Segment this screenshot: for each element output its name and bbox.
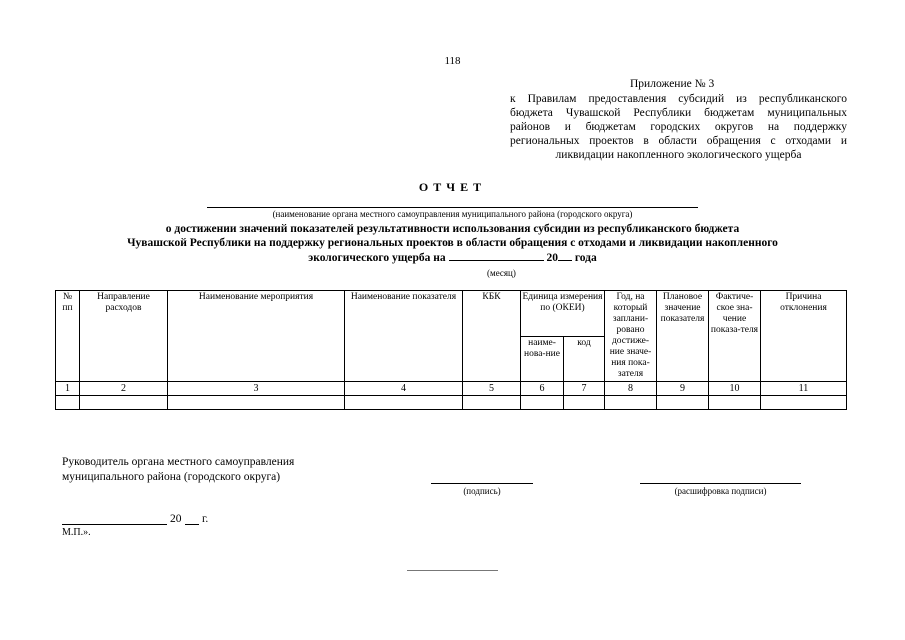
signature-caption: (подпись) [463, 486, 501, 496]
report-subtitle [60, 222, 845, 265]
column-number: 8 [605, 382, 657, 396]
header-target-year: Год, на который заплани-ровано достиже-ние значе-ния пока-зателя [605, 291, 657, 382]
header-expense-direction: Направление расходов [80, 291, 168, 382]
column-number: 4 [345, 382, 463, 396]
column-number-row [56, 382, 847, 396]
date-year-blank [185, 524, 199, 525]
report-table [55, 290, 847, 410]
header-number: № пп [56, 291, 80, 382]
column-number: 3 [168, 382, 345, 396]
year-suffix: года [574, 252, 597, 264]
report-title: ОТЧЕТ [418, 180, 487, 194]
org-name-line [207, 207, 698, 208]
table-cell [761, 396, 847, 410]
column-number: 6 [521, 382, 564, 396]
column-number: 7 [564, 382, 605, 396]
date-line [62, 524, 167, 525]
table-cell [345, 396, 463, 410]
table-cell [463, 396, 521, 410]
header-unit-code: код [564, 336, 605, 382]
table-cell [657, 396, 709, 410]
header-actual-value: Фактиче-ское зна-чение показа-теля [709, 291, 761, 382]
signer-title [62, 455, 294, 485]
footer-divider [407, 570, 498, 571]
header-planned-value: Плановое значение показателя [657, 291, 709, 382]
date-year: 20 [170, 513, 182, 525]
header-event-name: Наименование мероприятия [168, 291, 345, 382]
header-kbk: КБК [463, 291, 521, 382]
table-cell [605, 396, 657, 410]
header-row [56, 291, 847, 337]
column-number: 10 [709, 382, 761, 396]
header-indicator-name: Наименование показателя [345, 291, 463, 382]
header-unit-name: наиме-нова-ние [521, 336, 564, 382]
org-name-caption: (наименование органа местного самоуправления муниципального района (городского округа) [272, 209, 633, 219]
column-number: 2 [80, 382, 168, 396]
signature-decode-caption: (расшифровка подписи) [674, 486, 767, 496]
year-prefix: 20 [546, 252, 558, 264]
subtitle-line-1: о достижении значений показателей результативности использования субсидии из республиканского бюджета [165, 223, 740, 235]
table-cell [709, 396, 761, 410]
header-deviation-reason: Причина отклонения [761, 291, 847, 382]
signer-line-1: Руководитель органа местного самоуправления [62, 456, 295, 468]
column-number: 5 [463, 382, 521, 396]
table-row [56, 396, 847, 410]
signature-decode-line [640, 483, 801, 484]
table-cell [80, 396, 168, 410]
appendix-title: Приложение № 3 [630, 78, 715, 90]
header-unit: Единица измерения по (ОКЕИ) [521, 291, 605, 337]
subtitle-line-3 [60, 250, 845, 265]
table-cell [521, 396, 564, 410]
column-number: 11 [761, 382, 847, 396]
table-cell [56, 396, 80, 410]
date-suffix: г. [202, 513, 209, 525]
column-number: 1 [56, 382, 80, 396]
month-caption: (месяц) [487, 268, 516, 278]
subtitle-line-3-text: экологического ущерба на [308, 252, 446, 264]
page-number: 118 [444, 55, 461, 67]
appendix-text: к Правилам предоставления субсидий из республиканского бюджета Чувашской Республики бюджетам муниципальных районов и бюджетам городских округов на поддержку региональных проектов в области обращения с отходами и ликвидации накопленного экологического ущерба [510, 93, 847, 161]
month-blank [449, 250, 544, 261]
signer-line-2: муниципального района (городского округа) [62, 471, 281, 483]
table-cell [168, 396, 345, 410]
stamp-label: М.П.». [62, 527, 91, 538]
column-number: 9 [657, 382, 709, 396]
table-cell [564, 396, 605, 410]
subtitle-line-2: Чувашской Республики на поддержку региональных проектов в области обращения с отходами и ликвидации накопленного [127, 237, 778, 249]
signature-line [431, 483, 533, 484]
year-blank [558, 250, 572, 261]
